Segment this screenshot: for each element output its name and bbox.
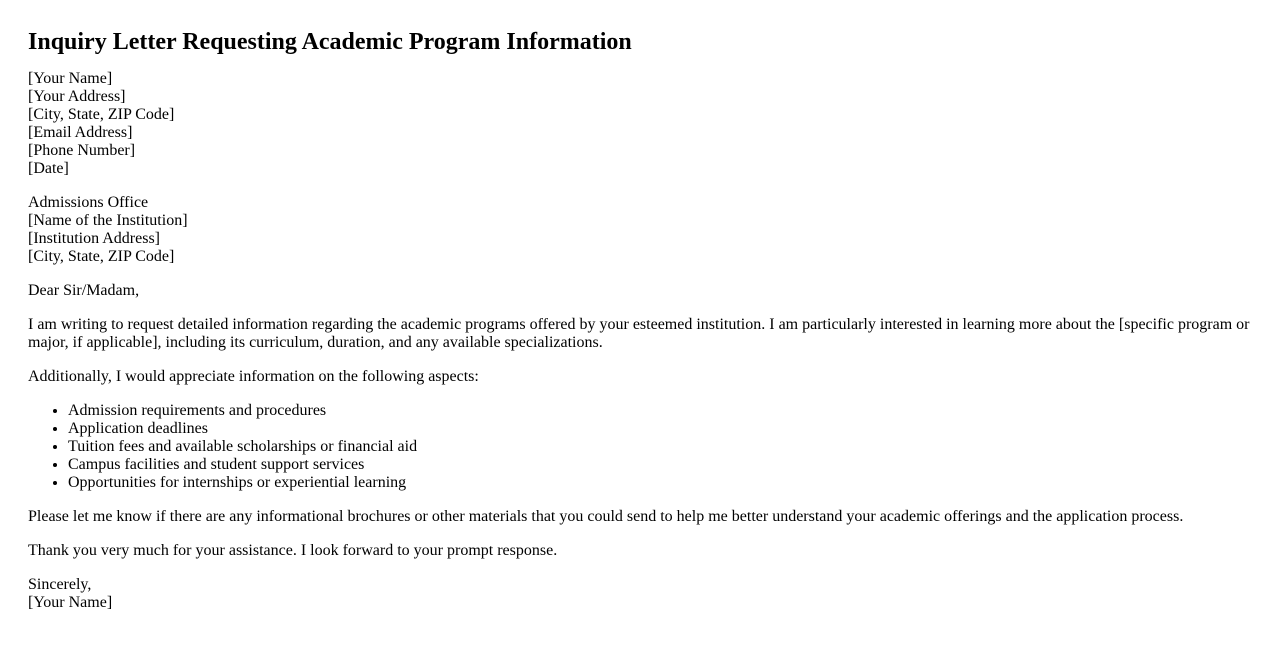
letter-date: [Date] [28,160,69,177]
list-item: • Opportunities for internships or experiential learning [68,474,1258,492]
signature: [Your Name] [28,594,113,611]
aspects-list [28,402,1258,492]
recipient-office: Admissions Office [28,194,149,211]
recipient-institution: [Name of the Institution] [28,212,188,229]
closing: Sincerely, [28,576,92,593]
sender-name: [Your Name] [28,70,113,87]
sender-address: [Your Address] [28,88,126,105]
recipient-city-state-zip: [City, State, ZIP Code] [28,248,175,265]
recipient-block [28,194,1258,266]
list-item: • Campus facilities and student support services [68,456,1258,474]
sender-city-state-zip: [City, State, ZIP Code] [28,106,175,123]
intro-paragraph: I am writing to request detailed information regarding the academic programs offered by your esteemed institution. I am particularly interested in learning more about the [specific program or major, if applicable], including its curriculum, duration, and any available specializations. [28,316,1250,351]
sender-email: [Email Address] [28,124,133,141]
letter-title: Inquiry Letter Requesting Academic Program Information [28,29,632,55]
materials-paragraph: Please let me know if there are any informational brochures or other materials that you could send to help me better understand your academic offerings and the application process. [28,508,1184,525]
recipient-address: [Institution Address] [28,230,160,247]
closing-block [28,576,1258,612]
sender-phone: [Phone Number] [28,142,136,159]
salutation: Dear Sir/Madam, [28,282,140,299]
thanks-paragraph: Thank you very much for your assistance. I look forward to your prompt response. [28,542,558,559]
list-item: • Admission requirements and procedures [68,402,1258,420]
additionally-paragraph: Additionally, I would appreciate information on the following aspects: [28,368,479,385]
list-item: • Tuition fees and available scholarships or financial aid [68,438,1258,456]
sender-block [28,70,1258,178]
list-item: • Application deadlines [68,420,1258,438]
